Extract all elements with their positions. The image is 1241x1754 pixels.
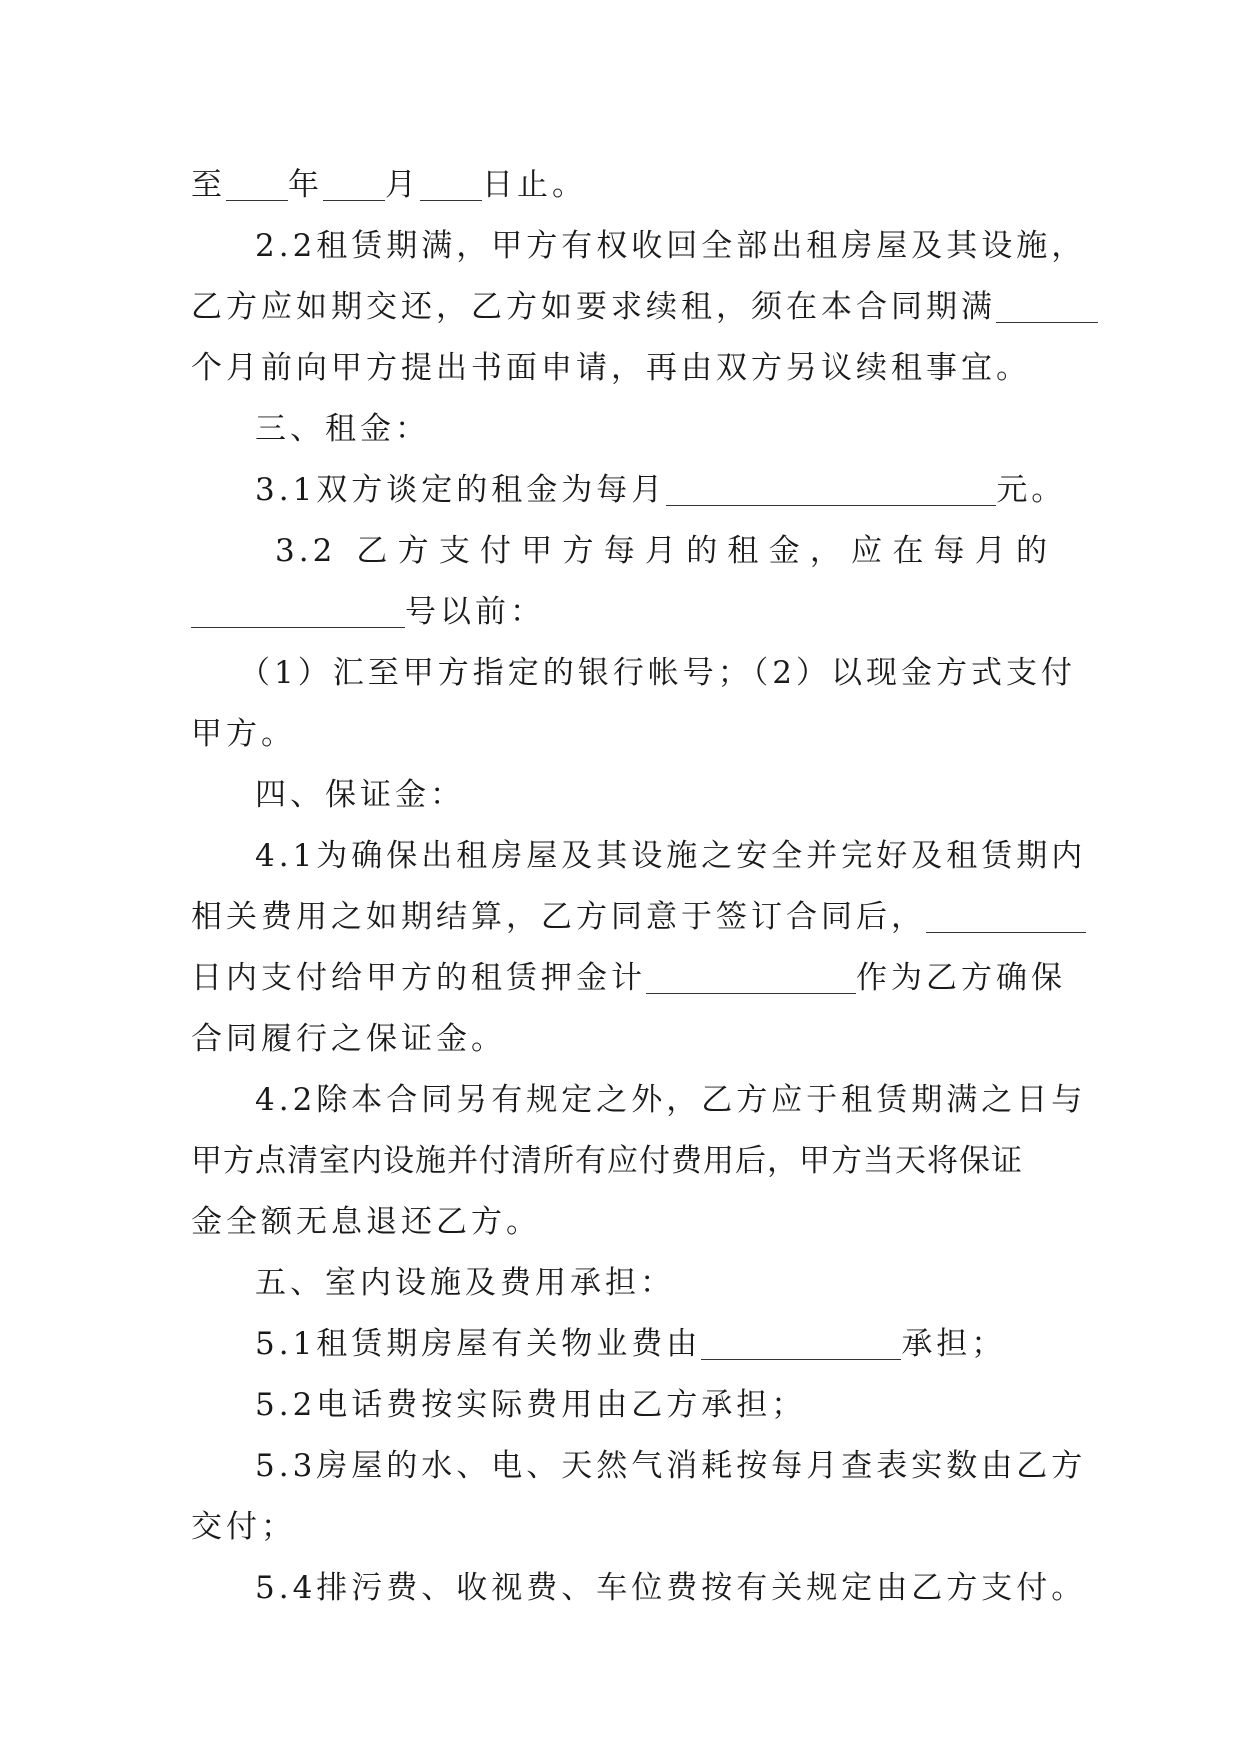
blank-deposit-amount (646, 957, 856, 994)
blank-months-before (996, 286, 1098, 323)
clause-5-4-line: 5.4排污费、收视费、车位费按有关规定由乙方支付。 (255, 1570, 1087, 1606)
section-5-heading: 五、室内设施及费用承担： (255, 1265, 675, 1301)
blank-property-fee-party (701, 1323, 901, 1360)
clause-2-2-line-3: 个月前向甲方提出书面申请，再由双方另议续租事宜。 (191, 350, 1031, 386)
text-segment: 日内支付给甲方的租赁押金计 (191, 960, 646, 996)
blank-payment-day (191, 591, 405, 628)
text-segment: 3.1双方谈定的租金为每月 (255, 472, 667, 508)
section-3-heading: 三、租金： (255, 411, 430, 447)
text-segment: 承担； (901, 1326, 1007, 1362)
text-segment: 元。 (996, 472, 1067, 508)
lease-end-date-line (191, 155, 1051, 216)
payment-methods-line-1: （1）汇至甲方指定的银行帐号；（2）以现金方式支付 (239, 655, 1076, 691)
blank-year (226, 164, 288, 201)
text-segment: 号以前： (405, 594, 545, 630)
text-segment: 月 (385, 167, 420, 203)
clause-2-2-line-1: 2.2租赁期满，甲方有权收回全部出租房屋及其设施， (255, 228, 1087, 264)
text-segment: 相关费用之如期结算，乙方同意于签订合同后， (191, 899, 926, 935)
text-segment: 乙方应如期交还，乙方如要求续租，须在本合同期满 (191, 289, 996, 325)
clause-4-1-line-4: 合同履行之保证金。 (191, 1021, 506, 1057)
blank-month (323, 164, 385, 201)
payment-methods-line-2: 甲方。 (191, 716, 296, 752)
text-segment: 年 (288, 167, 323, 203)
clause-5-3-line-2: 交付； (191, 1509, 296, 1545)
clause-5-3-line-1: 5.3房屋的水、电、天然气消耗按每月查表实数由乙方 (255, 1448, 1087, 1484)
clause-4-1-line-2 (191, 887, 1051, 948)
blank-day (420, 164, 482, 201)
blank-monthly-rent (666, 469, 996, 506)
section-4-heading: 四、保证金： (255, 777, 465, 813)
clause-5-1-line (191, 1314, 1051, 1375)
clause-4-1-line-3 (191, 948, 1066, 1009)
clause-4-2-line-1: 4.2除本合同另有规定之外，乙方应于租赁期满之日与 (255, 1082, 1087, 1118)
clause-3-2-line-1: 3.2 乙方支付甲方每月的租金，应在每月的 (275, 533, 1051, 569)
clause-4-2-line-2: 甲方点清室内设施并付清所有应付费用后，甲方当天将保证 (191, 1143, 1023, 1179)
text-segment: 5.1租赁期房屋有关物业费由 (255, 1326, 702, 1362)
clause-3-2-line-2 (191, 582, 1051, 643)
text-segment: 作为乙方确保 (856, 960, 1066, 996)
clause-4-2-line-3: 金全额无息退还乙方。 (191, 1204, 541, 1240)
clause-3-1-line (191, 460, 1067, 521)
clause-5-2-line: 5.2电话费按实际费用由乙方承担； (255, 1387, 807, 1423)
contract-body (191, 155, 1087, 1619)
text-segment: 至 (191, 167, 226, 203)
clause-2-2-line-2 (191, 277, 1051, 338)
text-segment: 日止。 (482, 167, 587, 203)
clause-4-1-line-1: 4.1为确保出租房屋及其设施之安全并完好及租赁期内 (255, 838, 1087, 874)
blank-days (926, 896, 1086, 933)
